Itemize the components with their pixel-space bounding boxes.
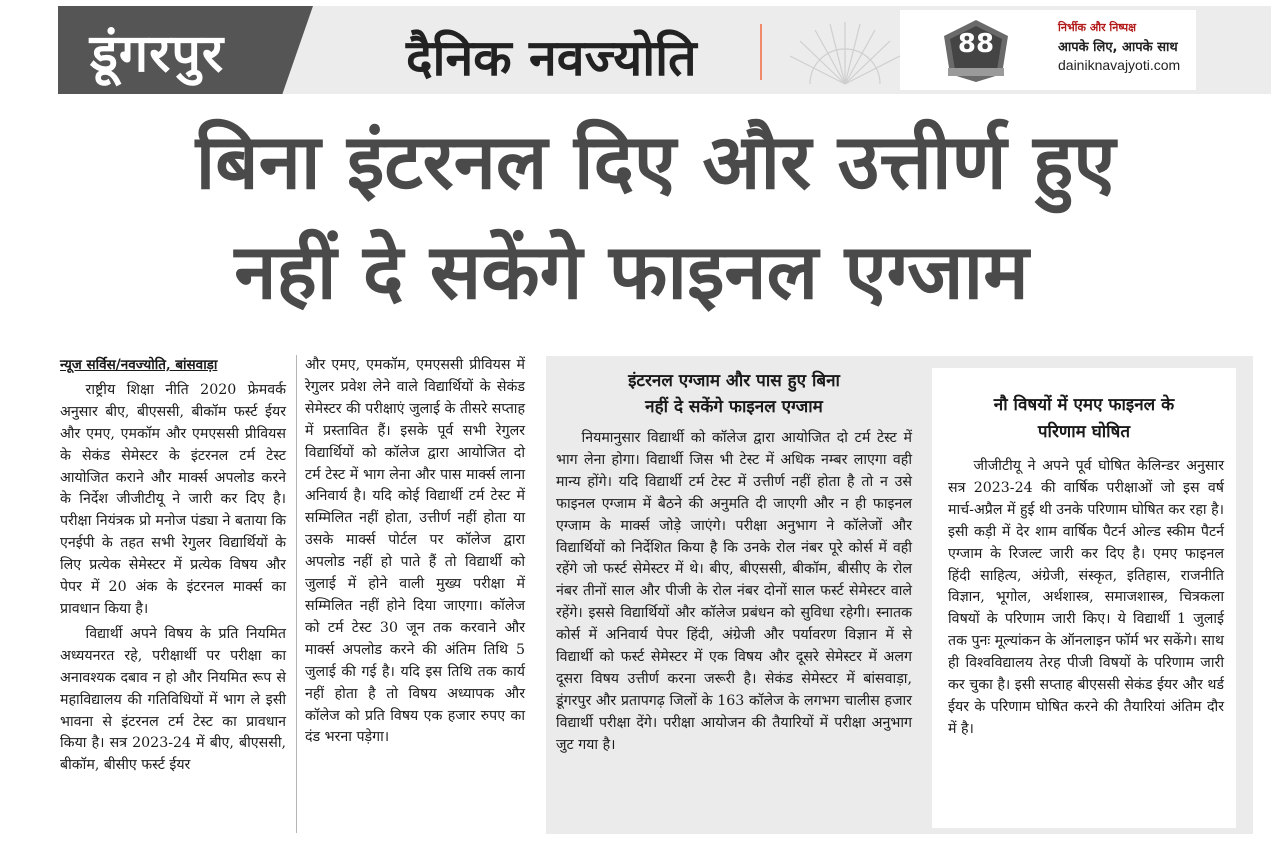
byline: न्यूज सर्विस/नवज्योति, बांसवाड़ा xyxy=(60,357,218,373)
article-column-2 xyxy=(305,355,525,752)
sidebar-internal-body-container xyxy=(556,428,912,760)
sidebar-results-body-container xyxy=(948,456,1224,744)
column-divider xyxy=(296,355,297,833)
article-paragraph: और एमए, एमकॉम, एमएससी प्रीवियस में रेगुलर प्रवेश लेने वाले विद्यार्थियों के सेकंड सेमेस्टर की परीक्षाएं जुलाई के तीसरे सप्ताह में प्रस्तावित हैं। इसके पूर्व सभी रेगुलर विद्यार्थियों को कॉलेज द्वारा आयोजित दो टर्म टेस्ट में भाग लेना और पास मार्क्स लाना अनिवार्य है। यदि कोई विद्यार्थी टर्म टेस्ट में सम्मिलित नहीं होता, उत्तीर्ण नहीं होता या उसके मार्क्स पोर्टल पर कॉलेज द्वारा अपलोड नहीं हो पाते हैं तो विद्यार्थी को जुलाई में होने वाली मुख्य परीक्षा में सम्मिलित नहीं होने दिया जाएगा। कॉलेज को टर्म टेस्ट 30 जून तक करवाने और मार्क्स अपलोड करने की अंतिम तिथि 5 जुलाई की गई है। यदि इस तिथि तक कार्य नहीं होता है तो विषय अध्यापक और कॉलेज को प्रति विषय एक हजार रुपए का दंड भरना पड़ेगा। xyxy=(305,357,525,746)
sidebar-results-inner xyxy=(932,368,1236,828)
sidebar-results-title-line-2: परिणाम घोषित xyxy=(1037,422,1131,442)
article-paragraph: राष्ट्रीय शिक्षा नीति 2020 फ्रेमवर्क अनुसार बीए, बीएससी, बीकॉम फर्स्ट ईयर और एमए, एमकॉम और एमएससी प्रीवियस के सेकंड सेमेस्टर के इंटरनल टर्म टेस्ट आयोजित कराने और मार्क्स अपलोड करने के निर्देश जीजीटीयू ने जारी कर दिए है। परीक्षा नियंत्रक प्रो मनोज पंड्या ने बताया कि एनईपी के तहत सभी रेगुलर विद्यार्थियों के लिए प्रत्येक सेमेस्टर में प्रत्येक विषय और पेपर में 20 अंक के इंटरनल मार्क्स का प्रावधान किया है। xyxy=(60,381,286,617)
sidebar-internal-title-line-2: नहीं दे सकेंगे फाइनल एग्जाम xyxy=(645,397,823,417)
badge-number: 88 xyxy=(957,29,995,59)
sidebar-internal-body: नियमानुसार विद्यार्थी को कॉलेज द्वारा आयोजित दो टर्म टेस्ट में भाग लेना होगा। विद्यार्थी जिस भी टेस्ट में अधिक नम्बर लाएगा वही मान्य होंगे। यदि विद्यार्थी टर्म टेस्ट में उत्तीर्ण नहीं होता है तो न उसे फाइनल एग्जाम में बैठने की अनुमति दी जाएगी और न ही फाइनल एग्जाम के मार्क्स जोड़े जाएंगे। परीक्षा अनुभाग ने कॉलेजों और विद्यार्थियों को निर्देशित किया है कि उनके रोल नंबर पूरे कोर्स में वही रहेंगे जो फर्स्ट सेमेस्टर में थे। बीए, बीएससी, बीकॉम, बीसीए के रोल नंबर तीनों साल और पीजी के रोल नंबर दोनों साल फर्स्ट सेमेस्टर वाले रहेंगे। इससे विद्यार्थियों और कॉलेज प्रबंधन को सुविधा रहेगी। स्नातक कोर्स में अनिवार्य पेपर हिंदी, अंग्रेजी और पर्यावरण विज्ञान में से विद्यार्थी को फर्स्ट सेमेस्टर में एक विषय और दूसरे सेमेस्टर में अलग दूसरा विषय उत्तीर्ण करना जरूरी है। सेकंड सेमेस्टर में बांसवाड़ा, डूंगरपुर और प्रतापगढ़ जिलों के 163 कॉलेज के लगभग चालीस हजार विद्यार्थी परीक्षा देंगे। परीक्षा आयोजन की तैयारियों में परीक्षा अनुभाग जुट गया है। xyxy=(556,430,912,753)
masthead-divider xyxy=(760,24,762,80)
sidebar-results-body: जीजीटीयू ने अपने पूर्व घोषित केलिन्डर अनुसार सत्र 2023-24 की वार्षिक परीक्षाओं जो इस वर्ष मार्च-अप्रैल में हुई थी उनके परिणाम घोषित कर रहा है। इसी कड़ी में देर शाम वार्षिक पैटर्न ओल्ड स्कीम पैटर्न एग्जाम के रिजल्ट जारी कर दिए है। एमए फाइनल हिंदी साहित्य, अंग्रेजी, संस्कृत, इतिहास, राजनीति विज्ञान, भूगोल, अर्थशास्त्र, समाजशास्त्र, चित्रकला विषयों के परिणाम जारी किए। ये विद्यार्थी 1 जुलाई तक पुनः मूल्यांकन के ऑनलाइन फॉर्म भर सकेंगे। साथ ही विश्वविद्यालय तेरह पीजी विषयों के परिणाम जारी कर चुका है। इसी सप्ताह बीएससी सेकंड ईयर और थर्ड ईयर के परिणाम घोषित करने की तैयारियां अंतिम दौर में है। xyxy=(948,458,1224,737)
sidebar-results-title xyxy=(932,392,1236,446)
sidebar-results xyxy=(922,356,1253,834)
masthead xyxy=(58,6,1271,94)
tagline-primary: निर्भीक और निष्पक्ष xyxy=(1058,21,1137,34)
sidebar-results-title-line-1: नौ विषयों में एमए फाइनल के xyxy=(993,395,1175,415)
headline-line-1: बिना इंटरनल दिए और उत्तीर्ण हुए xyxy=(195,117,1116,206)
newspaper-name: दैनिक नवज्योति xyxy=(406,29,697,87)
sidebar-internal-title-line-1: इंटरनल एग्जाम और पास हुए बिना xyxy=(628,371,840,391)
article-column-1 xyxy=(60,355,286,780)
article-paragraph: विद्यार्थी अपने विषय के प्रति नियमित अध्ययनरत रहे, परीक्षार्थी पर परीक्षा का अनावश्यक दबाव न हो और नियमित रूप से महाविद्यालय की गतिविधियों में भाग ले इसी भावना से इंटरनल टर्म टेस्ट का प्रावधान किया है। सत्र 2023-24 में बीए, बीएससी, बीकॉम, बीसीए फर्स्ट ईयर xyxy=(60,625,286,774)
sidebar-internal-title xyxy=(546,368,922,420)
city-name: डूंगरपुर xyxy=(90,24,225,84)
sun-logo-icon xyxy=(770,16,920,86)
headline-line-2: नहीं दे सकेंगे फाइनल एग्जाम xyxy=(234,227,1029,316)
sidebar-internal-exam xyxy=(546,356,922,834)
brand-box xyxy=(900,10,1196,90)
website-text: dainiknavajyoti.com xyxy=(1058,57,1181,73)
tagline-secondary: आपके लिए, आपके साथ xyxy=(1058,40,1178,55)
